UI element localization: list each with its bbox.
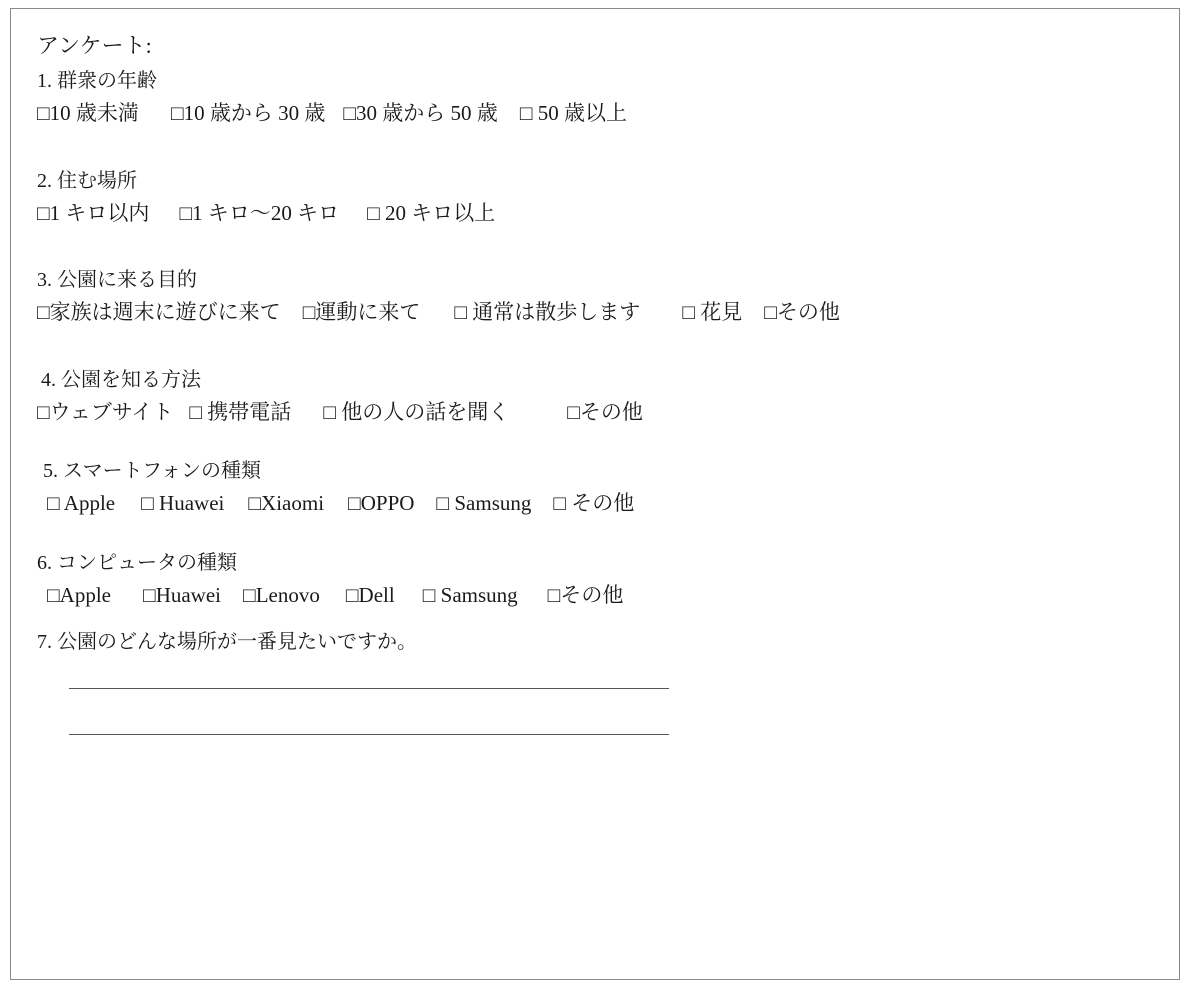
checkbox-option[interactable]: □30 歳から 50 歳: [343, 101, 498, 125]
question-4: [37, 365, 1153, 429]
checkbox-option[interactable]: □ 通常は散歩します: [454, 300, 641, 324]
checkbox-option[interactable]: □家族は週末に遊びに来て: [37, 300, 281, 324]
checkbox-option[interactable]: □ 20 キロ以上: [367, 200, 496, 225]
checkbox-option[interactable]: □Huawei: [143, 582, 222, 607]
spacer: [37, 520, 1153, 546]
question-2-options: [37, 198, 1153, 230]
page-title: アンケート:: [37, 33, 152, 58]
question-3-options: [37, 297, 1153, 329]
spacer: [37, 611, 1153, 625]
checkbox-option[interactable]: □1 キロ～20 キロ: [179, 200, 340, 225]
question-4-options: [37, 397, 1153, 429]
checkbox-option[interactable]: □10 歳未満: [37, 101, 139, 125]
question-7-label: 7. 公園のどんな場所が一番見たいですか。: [37, 631, 417, 653]
question-2: [37, 166, 1153, 230]
checkbox-option[interactable]: □10 歳から 30 歳: [170, 101, 326, 125]
questionnaire-sheet: [10, 8, 1180, 980]
spacer: [37, 329, 1153, 363]
checkbox-option[interactable]: □ 携帯電話: [189, 399, 292, 424]
checkbox-option[interactable]: □Dell: [345, 582, 395, 607]
checkbox-option[interactable]: □ウェブサイト: [37, 399, 174, 424]
checkbox-option[interactable]: □Lenovo: [243, 582, 320, 607]
question-6-label: 6. コンピュータの種類: [37, 551, 237, 574]
spacer: [37, 130, 1153, 164]
checkbox-option[interactable]: □1 キロ以内: [37, 200, 150, 225]
answer-line-1[interactable]: [69, 687, 669, 689]
checkbox-option[interactable]: □その他: [567, 399, 643, 424]
spacer: [37, 229, 1153, 263]
answer-line-2[interactable]: [69, 733, 669, 735]
spacer: [37, 428, 1153, 454]
checkbox-option[interactable]: □運動に来て: [302, 300, 421, 324]
checkbox-option[interactable]: □その他: [547, 582, 624, 607]
checkbox-option[interactable]: □OPPO: [348, 491, 415, 515]
checkbox-option[interactable]: □Xiaomi: [248, 491, 325, 515]
checkbox-option[interactable]: □ 50 歳以上: [519, 101, 627, 125]
checkbox-option[interactable]: □ その他: [553, 491, 635, 515]
question-6: [37, 548, 1153, 612]
checkbox-option[interactable]: □ 花見: [682, 300, 743, 324]
question-6-options: [37, 580, 1153, 612]
checkbox-option[interactable]: □ Huawei: [141, 491, 225, 515]
questionnaire-body: [11, 9, 1179, 735]
question-7: [37, 627, 1153, 735]
question-5-label: 5. スマートフォンの種類: [43, 460, 261, 482]
checkbox-option[interactable]: □ Samsung: [422, 582, 518, 607]
checkbox-option[interactable]: □ Apple: [47, 491, 116, 515]
question-1: [37, 66, 1153, 130]
question-4-label: 4. 公園を知る方法: [41, 368, 201, 391]
question-1-options: [37, 98, 1153, 130]
question-5-options: [37, 488, 1153, 520]
question-5: [37, 456, 1153, 520]
question-1-label: 1. 群衆の年齢: [37, 70, 157, 92]
checkbox-option[interactable]: □ Samsung: [436, 491, 532, 515]
question-2-label: 2. 住む場所: [37, 169, 137, 192]
question-3: [37, 265, 1153, 329]
checkbox-option[interactable]: □Apple: [47, 582, 112, 607]
question-3-label: 3. 公園に来る目的: [37, 269, 197, 291]
checkbox-option[interactable]: □その他: [764, 300, 840, 324]
checkbox-option[interactable]: □ 他の人の話を聞く: [323, 399, 510, 424]
